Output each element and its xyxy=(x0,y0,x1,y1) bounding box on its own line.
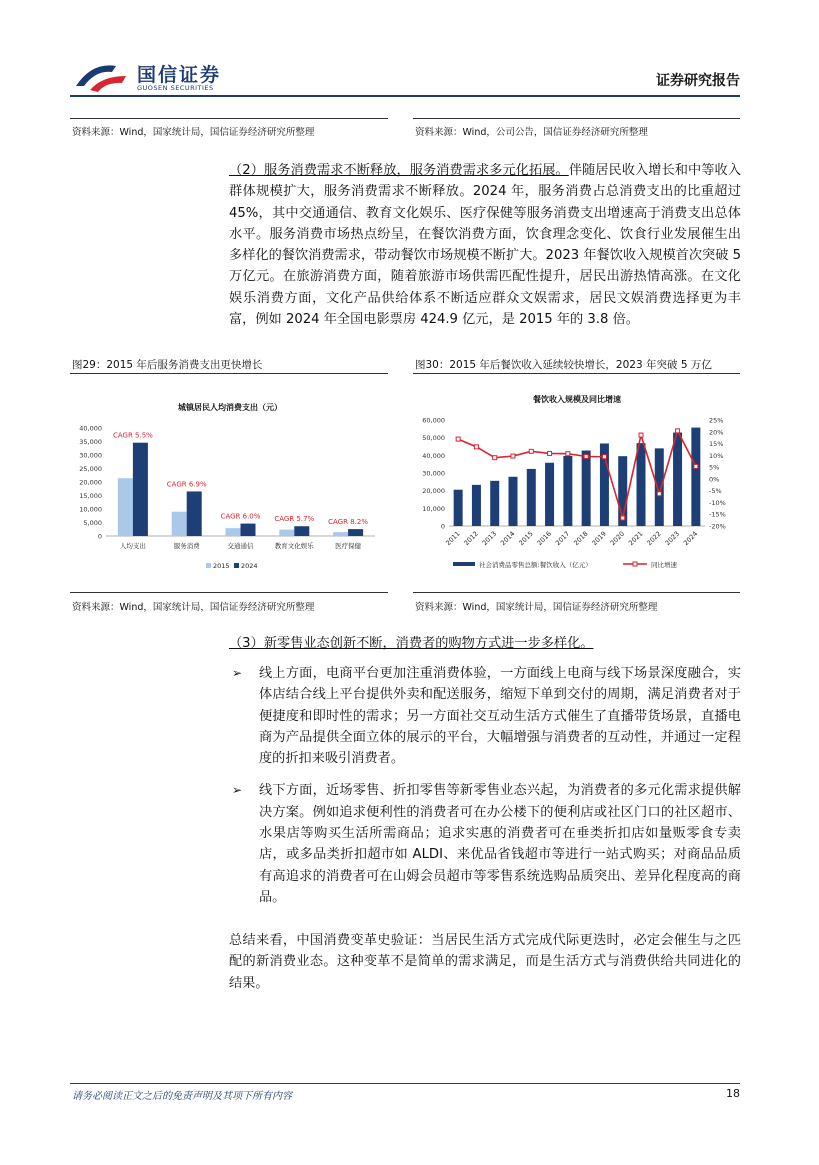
fig29-source-divider xyxy=(70,592,388,593)
chart30-bar xyxy=(673,433,682,526)
chart30-bar xyxy=(563,456,572,526)
chart30-category-label: 2011 xyxy=(444,529,462,548)
chart30-growth-point xyxy=(566,452,570,456)
source-note-top-left: 资料来源：Wind，国家统计局，国信证券经济研究所整理 xyxy=(72,127,315,138)
chart29-ytick-label: 20,000 xyxy=(79,478,102,487)
chart30-category-label: 2024 xyxy=(681,529,700,548)
chart30-ytick-right-label: -10% xyxy=(709,498,726,507)
chart30-growth-point xyxy=(474,445,478,449)
chart29-legend-label: 2015 xyxy=(213,562,230,570)
fig29-source: 资料来源：Wind，国家统计局，国信证券经济研究所整理 xyxy=(72,602,315,613)
chart-consumption-expenditure xyxy=(70,378,388,588)
chart30-category-label: 2019 xyxy=(590,529,608,548)
bullet-text-offline: 线下方面，近场零售、折扣零售等新零售业态兴起，为消费者的多元化需求提供解决方案。例如追求便利性的消费者可在办公楼下的便利店或社区门口的社区超市、水果店等购买生活所需商品；追求实惠的消费者可在垂类折扣店如量贩零食专卖店，或多品类折扣超市如 ALDI、来优品省钱超市等进行一站式购买；对商品品质有高追求的消费者可在山姆会员超市等零售系统选购品质突出、差异化程度高的商品。 xyxy=(259,783,741,905)
chart30-bar xyxy=(545,463,554,526)
chart30-ytick-right-label: 15% xyxy=(709,440,724,449)
chart30-category-label: 2014 xyxy=(499,529,517,548)
fig30-caption-divider xyxy=(413,373,740,374)
chart30-growth-point xyxy=(584,455,588,459)
chart30-category-label: 2021 xyxy=(627,529,645,548)
chart29-cagr-annotation: CAGR 5.5% xyxy=(112,431,153,440)
chart29-ytick-label: 15,000 xyxy=(79,492,102,500)
arrow-bullet-icon: ➢ xyxy=(232,666,243,680)
section3-heading: （3）新零售业态创新不断，消费者的购物方式进一步多样化。 xyxy=(229,636,594,651)
footer-disclaimer: 请务必阅读正文之后的免责声明及其项下所有内容 xyxy=(72,1091,292,1102)
bullet-text-online: 线上方面，电商平台更加注重消费体验，一方面线上电商与线下场景深度融合，实体店结合线上平台提供外卖和配送服务，缩短下单到交付的周期，满足消费者对于便捷度和即时性的需求；另一方面社交互动生活方式催生了直播带货场景，直播电商为产品提供全面立体的展示的平台，大幅增强与消费者的互动性，并通过一定程度的折扣来吸引消费者。 xyxy=(259,666,741,767)
chart30-growth-point xyxy=(694,464,698,468)
chart30-growth-point xyxy=(676,429,680,433)
chart30-bar xyxy=(582,451,591,526)
chart30-bar xyxy=(527,469,536,526)
chart29-ytick-label: 25,000 xyxy=(79,465,102,473)
section3-bullet-list xyxy=(229,663,741,919)
chart29-cagr-annotation: CAGR 6.0% xyxy=(220,512,261,521)
chart30-bar xyxy=(637,443,646,526)
chart30-growth-point xyxy=(493,456,497,460)
chart30-ytick-right-label: -5% xyxy=(709,487,722,496)
fig29-caption: 图29：2015 年后服务消费支出更快增长 xyxy=(72,359,263,371)
chart29-ytick-label: 5,000 xyxy=(83,519,102,527)
chart29-bar-2024 xyxy=(348,529,363,536)
chart29-legend-swatch xyxy=(234,563,239,568)
chart29-bar-2015 xyxy=(172,512,187,536)
chart30-growth-point xyxy=(529,449,533,453)
chart29-cagr-annotation: CAGR 5.7% xyxy=(274,515,315,524)
section2-heading: （2）服务消费需求不断释放，服务消费需求多元化拓展。 xyxy=(229,163,569,178)
chart30-ytick-right-label: 25% xyxy=(709,416,724,425)
chart30-category-label: 2015 xyxy=(517,529,535,548)
chart30-category-label: 2012 xyxy=(462,529,480,548)
footer-divider xyxy=(70,1083,740,1084)
source-divider-right xyxy=(413,118,740,119)
chart30-bar xyxy=(509,477,518,526)
chart30-category-label: 2018 xyxy=(572,529,590,548)
chart-catering-revenue xyxy=(413,378,740,588)
chart29-cagr-annotation: CAGR 6.9% xyxy=(166,480,207,489)
section2-body: 伴随居民收入增长和中等收入群体规模扩大，服务消费需求不断释放。2024 年，服务消费占总消费支出的比重超过 45%，其中交通通信、教育文化娱乐、医疗保健等服务消费支出增速高于消费支出总体水平。服务消费市场热点纷呈，在餐饮消费方面，饮食理念变化、饮食行业发展催生出多样化的餐饮消费需求，带动餐饮市场规模不断扩大。2023 年餐饮收入规模首次突破 5 万亿元。在旅游消费方面，随着旅游市场供需匹配性提升，居民出游热情高涨。在文化娱乐消费方面，文化产品供给体系不断适应群众文娱需求，居民文娱消费选择更为丰富，例如 2024 年全国电影票房 424.9 亿元，是 2015 年的 3.8 倍。 xyxy=(229,163,742,328)
chart29-bar-2015 xyxy=(333,532,348,536)
logo-text-cn: 国信证券 xyxy=(137,64,222,86)
chart29-category-label: 教育文化娱乐 xyxy=(274,542,314,550)
chart30-category-label: 2016 xyxy=(535,529,553,548)
chart30-growth-point xyxy=(639,433,643,437)
chart30-bar xyxy=(655,448,664,526)
chart30-growth-point xyxy=(657,492,661,496)
section2-paragraph xyxy=(229,160,741,330)
chart30-growth-point xyxy=(548,451,552,455)
chart30-title: 餐饮收入规模及同比增速 xyxy=(533,395,621,404)
chart29-legend-swatch xyxy=(206,563,211,568)
source-divider-left xyxy=(70,118,388,119)
chart30-ytick-left-label: 10,000 xyxy=(422,504,445,513)
chart29-legend-label: 2024 xyxy=(241,562,258,570)
fig30-source-divider xyxy=(413,592,740,593)
chart30-ytick-right-label: 10% xyxy=(709,451,724,460)
chart30-bar xyxy=(691,428,700,526)
chart30-category-label: 2022 xyxy=(645,529,663,548)
fig30-source: 资料来源：Wind，国家统计局，国信证券经济研究所整理 xyxy=(415,602,658,613)
chart30-category-label: 2020 xyxy=(608,529,627,548)
chart30-ytick-right-label: 5% xyxy=(709,463,720,472)
chart30-legend-label-bar: 社会消费品零售总额:餐饮收入（亿元） xyxy=(479,561,592,569)
chart29-ytick-label: 10,000 xyxy=(79,505,102,514)
chart30-ytick-right-label: -15% xyxy=(709,510,726,519)
chart29-bar-2024 xyxy=(241,524,256,536)
chart29-category-label: 医疗保健 xyxy=(335,542,362,550)
chart29-category-label: 人均支出 xyxy=(119,542,146,550)
chart29-bar-2024 xyxy=(294,526,309,536)
chart29-bar-2024 xyxy=(133,443,148,536)
source-note-top-right: 资料来源：Wind，公司公告，国信证券经济研究所整理 xyxy=(415,127,648,138)
page-number: 18 xyxy=(726,1087,740,1100)
chart29-bar-2015 xyxy=(118,478,133,536)
chart30-bar xyxy=(454,490,463,526)
chart30-ytick-right-label: 20% xyxy=(709,428,724,437)
chart29-ytick-label: 35,000 xyxy=(79,438,102,446)
chart30-ytick-left-label: 0 xyxy=(440,522,445,531)
chart30-growth-point xyxy=(456,437,460,441)
chart30-ytick-right-label: -20% xyxy=(709,522,726,531)
chart30-ytick-left-label: 40,000 xyxy=(422,451,445,460)
list-item xyxy=(229,663,741,769)
fig29-caption-divider xyxy=(70,373,388,374)
chart30-ytick-left-label: 60,000 xyxy=(422,416,445,425)
chart30-legend-swatch-bar xyxy=(453,562,475,566)
chart30-category-label: 2023 xyxy=(663,529,681,548)
chart29-category-label: 服务消费 xyxy=(173,542,200,550)
chart30-bar xyxy=(472,485,481,526)
header-divider xyxy=(70,95,740,97)
chart29-bar-2024 xyxy=(187,491,202,536)
section3-heading-wrap xyxy=(229,633,741,654)
chart30-ytick-left-label: 20,000 xyxy=(422,487,445,496)
chart30-growth-point xyxy=(511,454,515,458)
chart30-category-label: 2013 xyxy=(480,529,499,548)
chart29-title: 城镇居民人均消费支出（元） xyxy=(178,403,282,412)
fig30-caption: 图30：2015 年后餐饮收入延续较快增长，2023 年突破 5 万亿 xyxy=(415,359,712,371)
chart29-bar-2015 xyxy=(226,528,241,536)
chart29-ytick-label: 0 xyxy=(97,532,102,541)
logo-mark-icon xyxy=(72,56,134,96)
chart30-ytick-left-label: 30,000 xyxy=(422,469,445,478)
chart30-category-label: 2017 xyxy=(553,529,572,548)
chart30-ytick-left-label: 50,000 xyxy=(422,434,445,443)
chart29-ytick-label: 40,000 xyxy=(79,424,102,433)
chart29-category-label: 交通通信 xyxy=(227,542,254,550)
arrow-bullet-icon: ➢ xyxy=(232,783,243,798)
logo-text-en: GUOSEN SECURITIES xyxy=(137,84,214,92)
conclusion-paragraph: 总结来看，中国消费变革史验证：当居民生活方式完成代际更迭时，必定会催生与之匹配的新消费业态。这种变革不是简单的需求满足，而是生活方式与消费供给共同进化的结果。 xyxy=(229,933,741,991)
chart30-ytick-right-label: 0% xyxy=(709,475,720,484)
list-item xyxy=(229,780,741,908)
chart30-growth-point xyxy=(621,516,625,520)
chart29-ytick-label: 30,000 xyxy=(79,451,102,460)
chart29-cagr-annotation: CAGR 8.2% xyxy=(328,518,369,527)
chart30-bar xyxy=(490,481,499,526)
chart29-bar-2015 xyxy=(279,530,294,536)
chart30-legend-label-line: 同比增速 xyxy=(651,561,677,569)
chart30-legend-swatch-marker xyxy=(633,562,637,566)
chart30-growth-point xyxy=(602,455,606,459)
report-title: 证券研究报告 xyxy=(656,73,740,89)
